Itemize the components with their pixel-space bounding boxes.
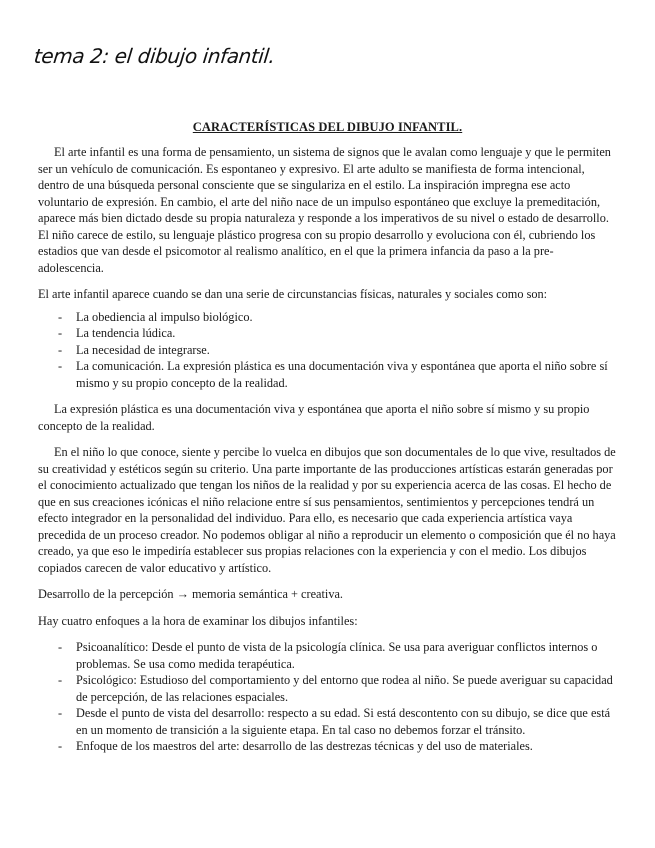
section-heading: CARACTERÍSTICAS DEL DIBUJO INFANTIL. — [192, 120, 463, 134]
paragraph-approaches-intro: Hay cuatro enfoques a la hora de examinar los dibujos infantiles: — [38, 613, 358, 628]
circumstances-list — [38, 309, 618, 392]
list-item: - La comunicación. La expresión plástica es una documentación viva y espontánea que aporta el niño sobre sí mismo y su propio concepto de la realidad. — [76, 358, 618, 391]
list-item: - La necesidad de integrarse. — [76, 342, 618, 359]
handwritten-title: tema 2: el dibujo infantil. — [32, 44, 277, 68]
list-item: - Psicológico: Estudioso del comportamiento y del entorno que rodea al niño. Se puede averiguar su capacidad de percepción, de las relaciones espaciales. — [76, 672, 618, 705]
paragraph-intro: El arte infantil es una forma de pensamiento, un sistema de signos que le avalan como lenguaje y que le permiten ser un vehículo de comunicación. Es espontaneo y expresivo. El arte adulto se manifiesta de forma intencional, dentro de una búsqueda personal consciente que se singulariza en el estilo. La inspiración impregna ese acto voluntario de expresión. En cambio, el arte del niño nace de un impulso espontáneo que excluye la premeditación, aparece más bien dictado desde su propia naturaleza y responde a los imperativos de su nivel o estado de desarrollo. El niño carece de estilo, su lenguaje plástico progresa con su propio desarrollo y evoluciona con él, cubriendo los estadios que van desde el psicomotor al realismo analítico, en el que la primera infancia da paso a la pre-adolescencia. — [38, 145, 611, 275]
paragraph-child-perception: En el niño lo que conoce, siente y percibe lo vuelca en dibujos que son documentales de lo que vive, resultados de su creatividad y estéticos según su criterio. Una parte importante de las producciones artísticas estarán generadas por el conocimiento actualizado que tengan los niños de la realidad y por su experiencia acerca de las cosas. El hecho de que en sus creaciones icónicas el niño relacione entre sí sus pensamientos, sentimientos y percepciones tendrá un efecto integrador en la personalidad del individuo. Para ello, es necesario que cada experiencia artística vaya precedida de un proceso creador. No podemos obligar al niño a reproducir un elemento o composición que él no haya creado, ya que eso le impediría establecer sus propias relaciones con la experiencia y con el medio. Los dibujos copiados carecen de valor educativo y artístico. — [38, 445, 616, 575]
approaches-list — [38, 639, 618, 755]
paragraph-circumstances-intro: El arte infantil aparece cuando se dan una serie de circunstancias físicas, naturales y sociales como son: — [38, 287, 548, 301]
list-item: - Desde el punto de vista del desarrollo: respecto a su edad. Si está descontento con su dibujo, se dice que está en un momento de transición a la siguiente etapa. En tal caso no debemos forzar el tránsito. — [76, 705, 618, 738]
list-item: - La obediencia al impulso biológico. — [76, 309, 618, 326]
list-item: - La tendencia lúdica. — [76, 325, 618, 342]
paragraph-perception-development: Desarrollo de la percepción → memoria semántica + creativa. — [38, 587, 343, 601]
paragraph-expression: La expresión plástica es una documentación viva y espontánea que aporta el niño sobre sí mismo y su propio concepto de la realidad. — [38, 402, 590, 433]
document-body — [38, 144, 618, 755]
list-item: - Enfoque de los maestros del arte: desarrollo de las destrezas técnicas y del uso de materiales. — [76, 738, 618, 755]
list-item: - Psicoanalítico: Desde el punto de vista de la psicología clínica. Se usa para averiguar conflictos internos o problemas. Se usa como medida terapéutica. — [76, 639, 618, 672]
